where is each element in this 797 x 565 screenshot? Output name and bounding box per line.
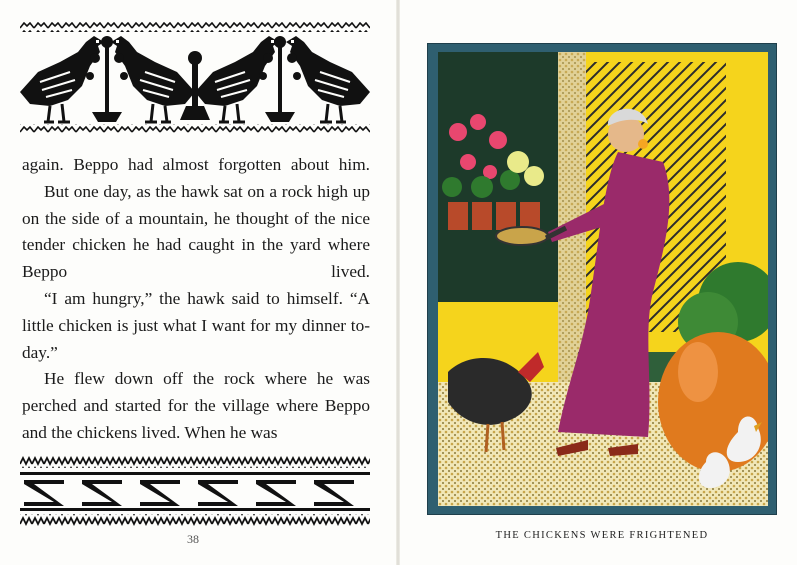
paragraph: again. Beppo had almost forgotten about him. <box>22 155 370 174</box>
paragraph: But one day, as the hawk sat on a rock high up on the side of a mountain, he thought of the nice tender chicken he had caught in the yard where Beppo lived. <box>22 181 370 282</box>
paragraph: He flew down off the rock where he was perched and started for the village where Beppo and the chickens lived. When he was <box>22 369 370 442</box>
old-woman-chasing-chickens-illustration <box>438 52 768 506</box>
zigzag-ornament-footer <box>20 456 370 526</box>
page-number: 38 <box>187 532 199 546</box>
illustration-caption: THE CHICKENS WERE FRIGHTENED <box>495 530 709 541</box>
paragraph: “I am hungry,” the hawk said to himself. “A little chicken is just what I want for my dinner to-day.” <box>22 288 370 362</box>
bird-embroidery-header <box>20 22 370 134</box>
book-gutter <box>396 0 400 565</box>
body-text <box>22 152 370 447</box>
